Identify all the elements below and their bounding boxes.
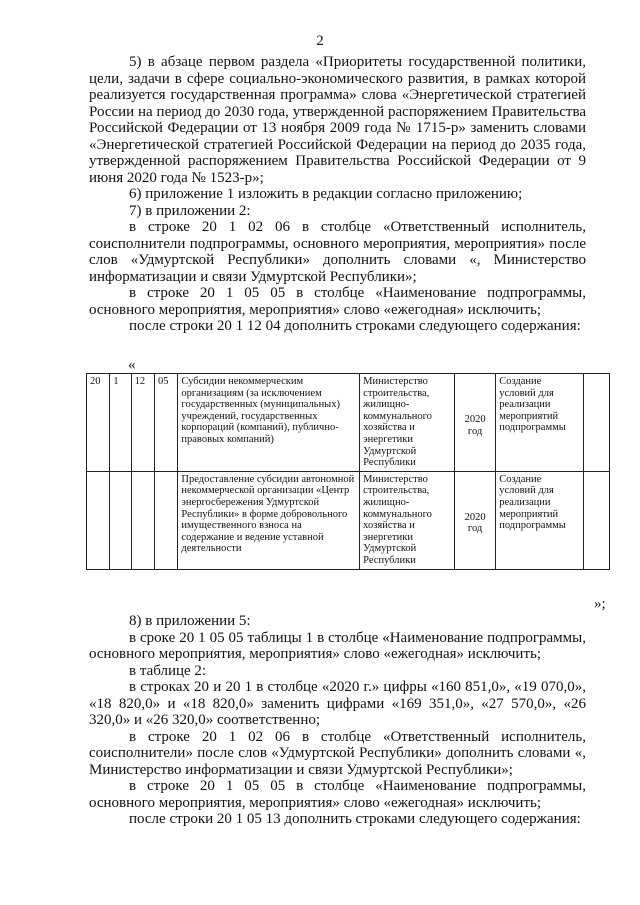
table-row — [87, 471, 610, 569]
executor-cell: Министерство строительства, жилищно-коммунального хозяйства и энергетики Удмуртской Республики — [360, 374, 455, 472]
empty-cell — [584, 374, 610, 472]
code-cell — [131, 471, 154, 569]
empty-cell — [584, 471, 610, 569]
name-cell: Предоставление субсидии автономной некоммерческой организации «Центр энергосбережения Удмуртской Республики» в форме добровольного имущественного взноса на содержание и ведение уставной деятельности — [178, 471, 360, 569]
opening-quote: « — [128, 357, 136, 373]
code-cell — [155, 471, 178, 569]
code-cell: 1 — [110, 374, 131, 472]
year-cell: 2020 год — [454, 374, 495, 472]
year-cell: 2020 год — [454, 471, 495, 569]
page-number: 2 — [316, 33, 324, 49]
paragraph-item-8: 8) в приложении 5: — [129, 613, 251, 629]
paragraph-row-20-1-05-05-app5: в строке 20 1 05 05 в столбце «Наименование подпрограммы, основного мероприятия, мероприятия» слово «ежегодная» исключить; — [89, 778, 586, 811]
result-cell: Создание условий для реализации мероприятий подпрограммы — [496, 471, 584, 569]
code-cell: 12 — [131, 374, 154, 472]
result-cell: Создание условий для реализации мероприятий подпрограммы — [496, 374, 584, 472]
name-cell: Субсидии некоммерческим организациям (за исключением государственных (муниципальных) учреждений, государственных корпораций (компаний), публично-правовых компаний) — [178, 374, 360, 472]
paragraph-row-20-1-05-05: в строке 20 1 05 05 в столбце «Наименование подпрограммы, основного мероприятия, мероприятия» слово «ежегодная» исключить; — [89, 285, 586, 318]
paragraph-item-7: 7) в приложении 2: — [129, 202, 251, 219]
code-cell: 05 — [155, 374, 178, 472]
paragraph-figures-replacement: в строках 20 и 20 1 в столбце «2020 г.» цифры «160 851,0», «19 070,0», «18 820,0» и «18 820,0» заменить цифрами «169 351,0», «27 570,0», «26 320,0» и «26 320,0» соответственно; — [89, 679, 586, 728]
inserted-rows-table — [86, 373, 610, 570]
top-text-block — [89, 54, 586, 335]
closing-quote: »; — [594, 596, 606, 612]
code-cell — [87, 471, 110, 569]
code-cell — [110, 471, 131, 569]
executor-cell: Министерство строительства, жилищно-коммунального хозяйства и энергетики Удмуртской Республики — [360, 471, 455, 569]
table-row — [87, 374, 610, 472]
paragraph-row-20-1-02-06: в строке 20 1 02 06 в столбце «Ответственный исполнитель, соисполнители подпрограммы, основного мероприятия, мероприятия» после слов «Удмуртской Республики» дополнить словами «, Министерство информатизации и связи Удмуртской Республики»; — [89, 219, 586, 285]
paragraph-after-row-20-1-05-13: после строки 20 1 05 13 дополнить строками следующего содержания: — [129, 811, 581, 827]
paragraph-item-6: 6) приложение 1 изложить в редакции согласно приложению; — [129, 186, 523, 202]
paragraph-row-20-1-02-06-app5: в строке 20 1 02 06 в столбце «Ответственный исполнитель, соисполнители» после слов «Удмуртской Республики» дополнить словами «, Министерство информатизации и связи Удмуртской Республики»; — [89, 728, 586, 778]
paragraph-item-5: 5) в абзаце первом раздела «Приоритеты государственной политики, цели, задачи в сфере социально-экономического развития, в рамках которой реализуется государственная программа» слова «Энергетической стратегией России на период до 2030 года, утвержденной распоряжением Правительства Российской Федерации от 13 ноября 2009 года № 1715-р» заменить словами «Энергетической стратегией Российской Федерации на период до 2035 года, утвержденной распоряжением Правительства Российской Федерации от 9 июня 2020 года № 1523-р»; — [89, 54, 586, 186]
paragraph-table-2: в таблице 2: — [129, 662, 207, 679]
paragraph-after-row-20-1-12-04: после строки 20 1 12 04 дополнить строками следующего содержания: — [129, 318, 581, 334]
paragraph-row-20-1-05-05-table1: в сроке 20 1 05 05 таблицы 1 в столбце «Наименование подпрограммы, основного мероприятия, мероприятия» слово «ежегодная» исключить; — [89, 629, 586, 662]
bottom-text-block — [89, 613, 586, 828]
code-cell: 20 — [87, 374, 110, 472]
